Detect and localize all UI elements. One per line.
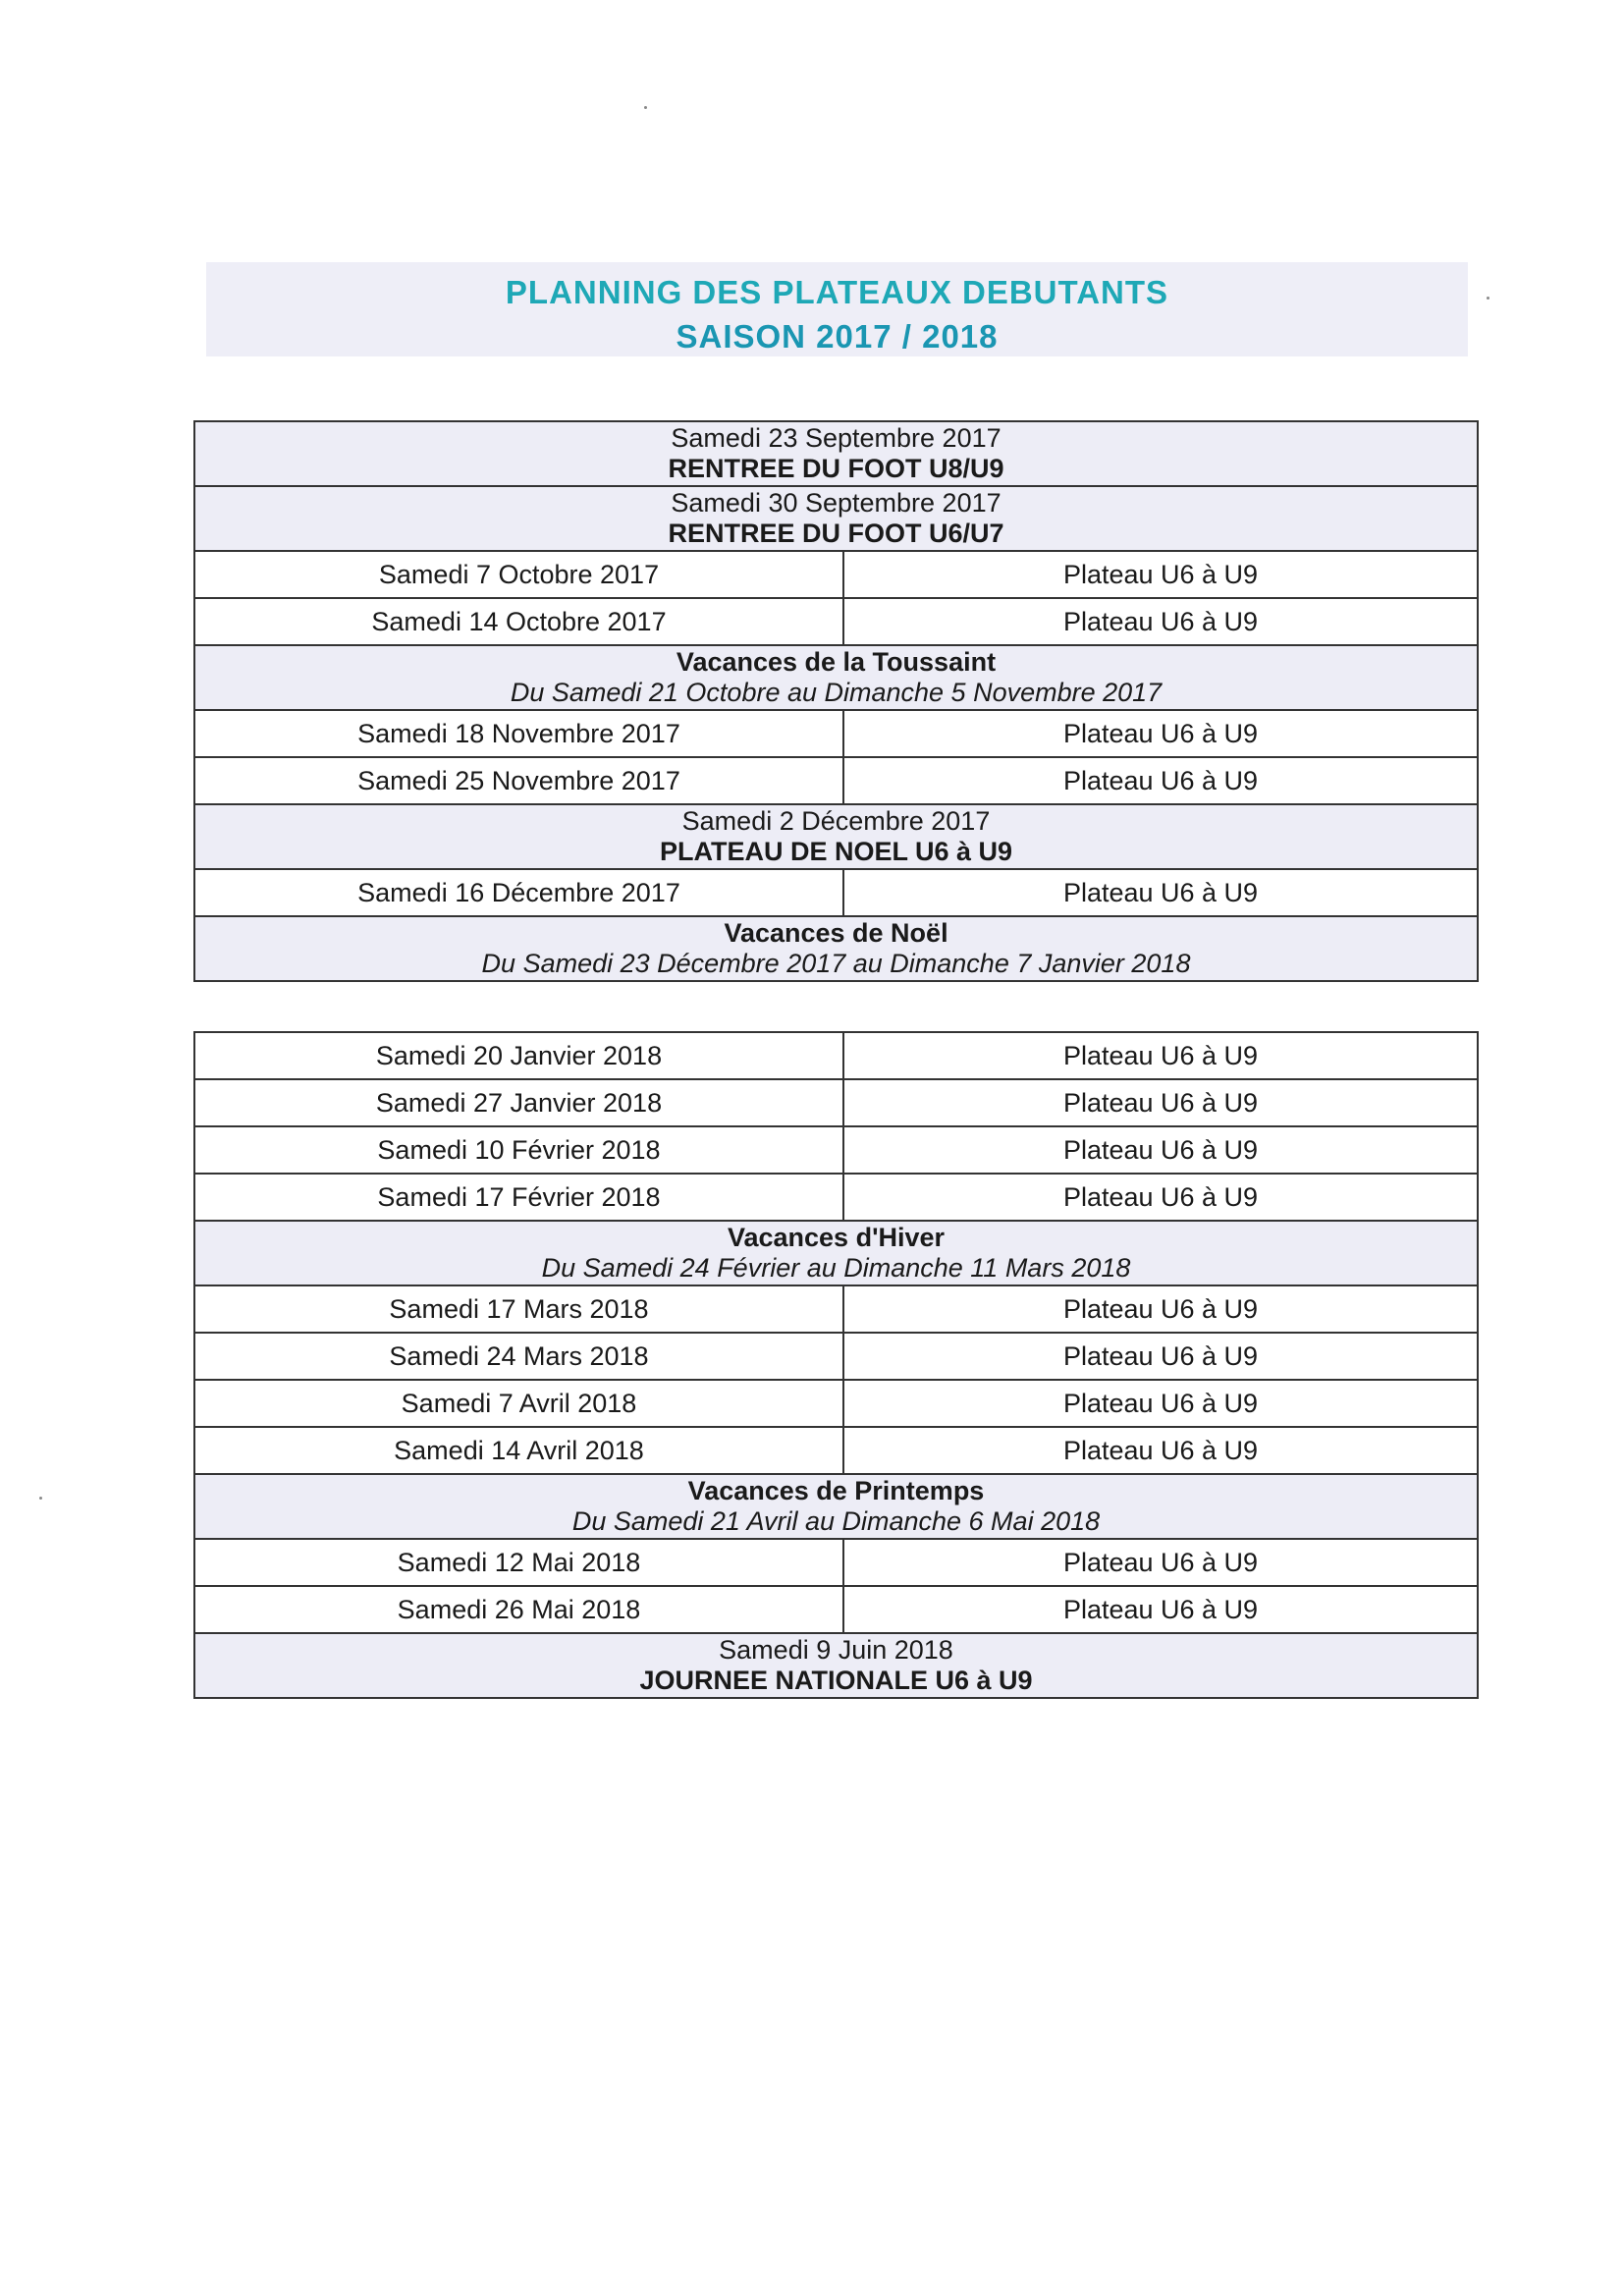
- date-cell: Samedi 10 Février 2018: [194, 1126, 843, 1174]
- event-cell: Plateau U6 à U9: [843, 1539, 1478, 1586]
- holiday-row: [194, 1221, 1478, 1285]
- schedule-table-autumn: [193, 420, 1479, 982]
- holiday-row: [194, 916, 1478, 981]
- event-title: PLATEAU DE NOEL U6 à U9: [659, 837, 1013, 866]
- event-date: Samedi 2 Décembre 2017: [681, 806, 991, 836]
- event-cell: Plateau U6 à U9: [843, 1174, 1478, 1221]
- date-cell: Samedi 27 Janvier 2018: [194, 1079, 843, 1126]
- document-header: [206, 262, 1468, 356]
- event-title: RENTREE DU FOOT U8/U9: [668, 454, 1004, 483]
- holiday-title: Vacances d'Hiver: [727, 1223, 946, 1252]
- event-date: Samedi 9 Juin 2018: [719, 1635, 953, 1665]
- date-cell: Samedi 20 Janvier 2018: [194, 1032, 843, 1079]
- table-row: [194, 1427, 1478, 1474]
- event-date: Samedi 23 Septembre 2017: [671, 423, 1001, 453]
- event-cell: Plateau U6 à U9: [843, 598, 1478, 645]
- scan-speck: [1487, 297, 1489, 300]
- date-cell: Samedi 14 Octobre 2017: [194, 598, 843, 645]
- event-cell: Plateau U6 à U9: [843, 1285, 1478, 1333]
- event-title: RENTREE DU FOOT U6/U7: [668, 519, 1004, 548]
- table-row: [194, 1174, 1478, 1221]
- table-row: [194, 1539, 1478, 1586]
- date-cell: Samedi 7 Avril 2018: [194, 1380, 843, 1427]
- season-title: SAISON 2017 / 2018: [676, 318, 999, 355]
- holiday-period: Du Samedi 21 Octobre au Dimanche 5 Novembre 2017: [510, 678, 1163, 707]
- date-cell: Samedi 17 Février 2018: [194, 1174, 843, 1221]
- table-row: [194, 551, 1478, 598]
- table-row: [194, 869, 1478, 916]
- holiday-title: Vacances de la Toussaint: [676, 647, 997, 677]
- holiday-row: [194, 1474, 1478, 1539]
- special-event-row: [194, 421, 1478, 486]
- scan-speck: [644, 106, 647, 109]
- holiday-row: [194, 645, 1478, 710]
- table-row: [194, 710, 1478, 757]
- date-cell: Samedi 7 Octobre 2017: [194, 551, 843, 598]
- event-cell: Plateau U6 à U9: [843, 1032, 1478, 1079]
- event-cell: Plateau U6 à U9: [843, 1079, 1478, 1126]
- table-row: [194, 1380, 1478, 1427]
- event-cell: Plateau U6 à U9: [843, 757, 1478, 804]
- event-cell: Plateau U6 à U9: [843, 1427, 1478, 1474]
- special-event-row: [194, 804, 1478, 869]
- event-title: JOURNEE NATIONALE U6 à U9: [639, 1666, 1033, 1695]
- event-cell: Plateau U6 à U9: [843, 869, 1478, 916]
- holiday-title: Vacances de Printemps: [687, 1476, 985, 1505]
- event-cell: Plateau U6 à U9: [843, 1333, 1478, 1380]
- table-row: [194, 1285, 1478, 1333]
- table-row: [194, 757, 1478, 804]
- holiday-period: Du Samedi 23 Décembre 2017 au Dimanche 7 Janvier 2018: [481, 949, 1191, 978]
- table-row: [194, 1126, 1478, 1174]
- schedule-table-spring: [193, 1031, 1479, 1699]
- date-cell: Samedi 17 Mars 2018: [194, 1285, 843, 1333]
- event-cell: Plateau U6 à U9: [843, 1126, 1478, 1174]
- event-cell: Plateau U6 à U9: [843, 1380, 1478, 1427]
- table-row: [194, 598, 1478, 645]
- holiday-title: Vacances de Noël: [724, 918, 948, 948]
- date-cell: Samedi 14 Avril 2018: [194, 1427, 843, 1474]
- date-cell: Samedi 24 Mars 2018: [194, 1333, 843, 1380]
- special-event-row: [194, 1633, 1478, 1698]
- scan-speck: [39, 1497, 42, 1500]
- event-cell: Plateau U6 à U9: [843, 551, 1478, 598]
- date-cell: Samedi 12 Mai 2018: [194, 1539, 843, 1586]
- event-cell: Plateau U6 à U9: [843, 710, 1478, 757]
- date-cell: Samedi 18 Novembre 2017: [194, 710, 843, 757]
- event-date: Samedi 30 Septembre 2017: [671, 488, 1001, 518]
- holiday-period: Du Samedi 21 Avril au Dimanche 6 Mai 2018: [571, 1506, 1101, 1536]
- table-row: [194, 1032, 1478, 1079]
- special-event-row: [194, 486, 1478, 551]
- holiday-period: Du Samedi 24 Février au Dimanche 11 Mars 2018: [541, 1253, 1131, 1283]
- date-cell: Samedi 25 Novembre 2017: [194, 757, 843, 804]
- document-title: PLANNING DES PLATEAUX DEBUTANTS: [505, 274, 1169, 310]
- date-cell: Samedi 26 Mai 2018: [194, 1586, 843, 1633]
- table-row: [194, 1079, 1478, 1126]
- event-cell: Plateau U6 à U9: [843, 1586, 1478, 1633]
- table-row: [194, 1586, 1478, 1633]
- date-cell: Samedi 16 Décembre 2017: [194, 869, 843, 916]
- table-row: [194, 1333, 1478, 1380]
